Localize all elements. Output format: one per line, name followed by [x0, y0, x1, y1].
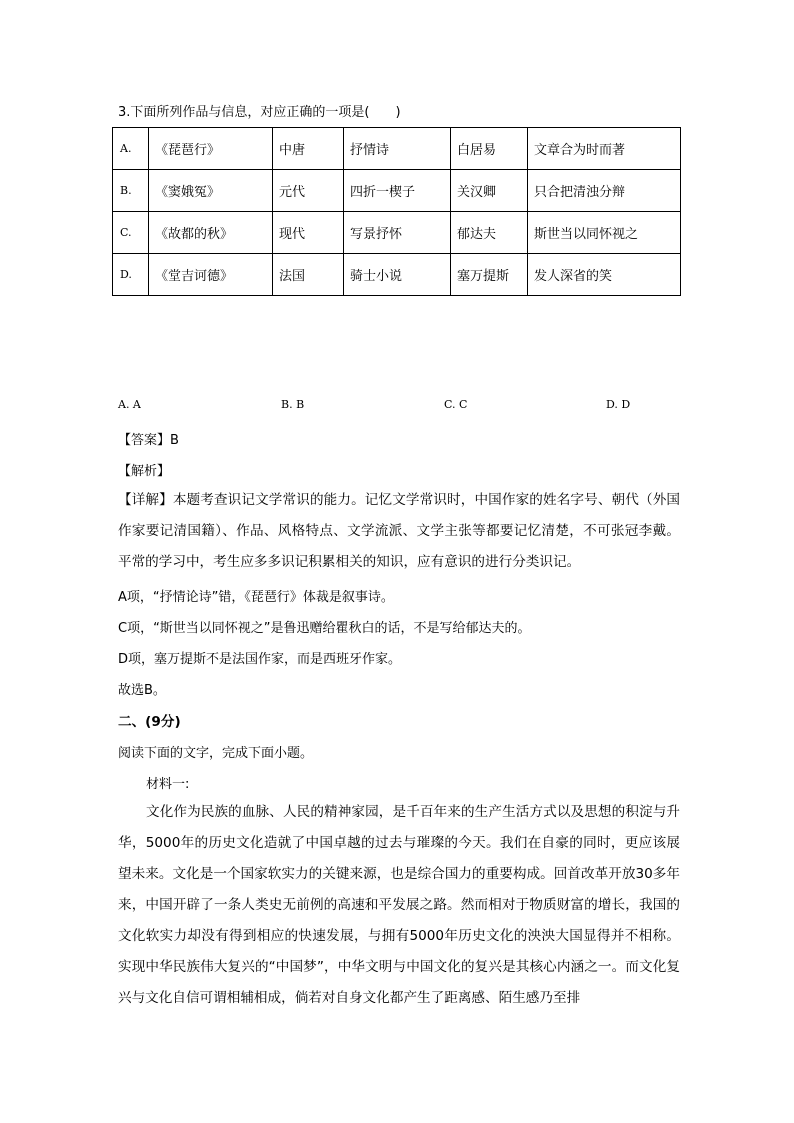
table-cell: 郁达夫	[451, 212, 528, 254]
choice-a[interactable]: A. A	[118, 398, 141, 411]
options-table	[112, 127, 681, 296]
table-cell: D.	[113, 254, 149, 296]
table-cell: 关汉卿	[451, 170, 528, 212]
answer-label: 【答案】B	[118, 433, 179, 448]
table-cell: C.	[113, 212, 149, 254]
table-cell: 写景抒怀	[344, 212, 451, 254]
table-cell: A.	[113, 128, 149, 170]
section-heading: 二、(9分)	[118, 714, 181, 730]
table-cell: 元代	[273, 170, 344, 212]
table-cell: B.	[113, 170, 149, 212]
section-instruction: 阅读下面的文字，完成下面小题。	[118, 746, 314, 761]
table-cell: 斯世当以同怀视之	[528, 212, 681, 254]
table-cell: 文章合为时而著	[528, 128, 681, 170]
table-cell: 发人深省的笑	[528, 254, 681, 296]
choice-c[interactable]: C. C	[444, 398, 468, 411]
analysis-item-a: A项，“抒情论诗”错，《琵琶行》体裁是叙事诗。	[118, 590, 394, 605]
material-paragraph: 文化作为民族的血脉、人民的精神家园，是千百年来的生产生活方式以及思想的积淀与升华，5000年的历史文化造就了中国卓越的过去与璀璨的今天。我们在自豪的同时，更应该展望未来。文化是一个国家软实力的关键来源，也是综合国力的重要构成。回首改革开放30多年来，中国开辟了一条人类史无前例的高速和平发展之路。然而相对于物质财富的增长，我国的文化软实力却没有得到相应的快速发展，与拥有5000年历史文化的泱泱大国显得并不相称。实现中华民族伟大复兴的“中国梦”，中华文明与中国文化的复兴是其核心内涵之一。而文化复兴与文化自信可谓相辅相成，倘若对自身文化都产生了距离感、陌生感乃至排	[118, 804, 680, 1006]
analysis-label: 【解析】	[118, 464, 171, 479]
analysis-detail: 【详解】本题考查识记文学常识的能力。记忆文学常识时，中国作家的姓名字号、朝代（外国作家要记清国籍）、作品、风格特点、文学流派、文学主张等都要记忆清楚，不可张冠李戴。平常的学习中，考生应多多识记积累相关的知识，应有意识的进行分类识记。	[118, 492, 680, 570]
table-cell: 塞万提斯	[451, 254, 528, 296]
table-cell: 《故都的秋》	[149, 212, 273, 254]
table-cell: 《堂吉诃德》	[149, 254, 273, 296]
analysis-item-c: C项，“斯世当以同怀视之”是鲁迅赠给瞿秋白的话，不是写给郁达夫的。	[118, 621, 531, 636]
table-cell: 现代	[273, 212, 344, 254]
table-row	[113, 254, 681, 296]
table-cell: 《窦娥冤》	[149, 170, 273, 212]
material-label: 材料一:	[146, 777, 190, 792]
table-cell: 白居易	[451, 128, 528, 170]
question-stem: 3.下面所列作品与信息，对应正确的一项是( )	[118, 105, 401, 120]
table-cell: 中唐	[273, 128, 344, 170]
table-cell: 骑士小说	[344, 254, 451, 296]
table-row	[113, 170, 681, 212]
table-cell: 《琵琶行》	[149, 128, 273, 170]
choice-b[interactable]: B. B	[281, 398, 305, 411]
choice-d[interactable]: D. D	[606, 398, 631, 411]
table-row	[113, 128, 681, 170]
table-cell: 法国	[273, 254, 344, 296]
analysis-item-d: D项，塞万提斯不是法国作家，而是西班牙作家。	[118, 652, 402, 667]
conclusion: 故选B。	[118, 683, 166, 698]
table-cell: 只合把清浊分辩	[528, 170, 681, 212]
table-row	[113, 212, 681, 254]
table-cell: 四折一楔子	[344, 170, 451, 212]
table-cell: 抒情诗	[344, 128, 451, 170]
